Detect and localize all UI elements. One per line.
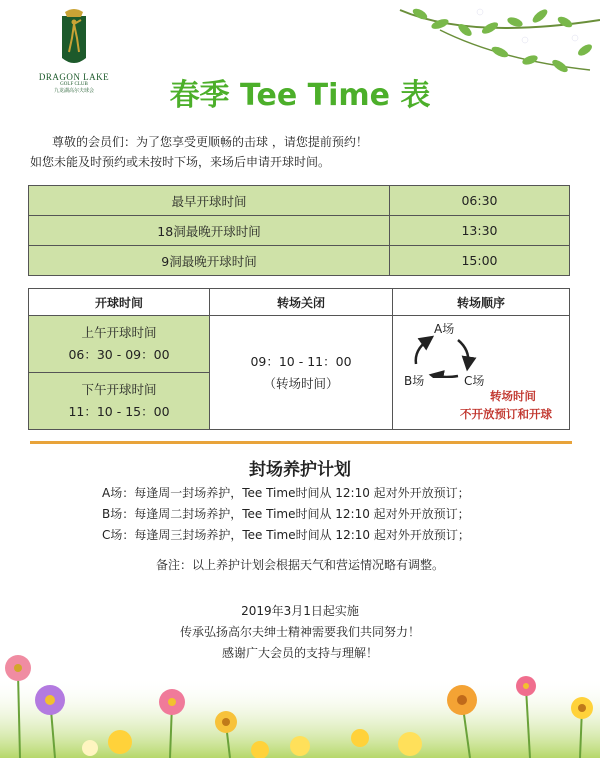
- footer-line-3: 感谢广大会员的支持与理解！: [221, 646, 378, 660]
- header-turn-close: 转场关闭: [210, 289, 393, 316]
- time-value: 06:30: [390, 186, 570, 216]
- close-note: （转场时间）: [263, 375, 339, 391]
- logo-cn: 九龙湖高尔夫球会: [53, 88, 94, 94]
- morning-label: 上午开球时间: [81, 325, 157, 340]
- turn-schedule-table: [28, 288, 570, 430]
- list-item: B场：每逢周二封场养护，Tee Time时间从 12:10 起对外开放预订；: [102, 507, 470, 521]
- page-title: 春季 Tee Time 表: [169, 78, 431, 113]
- cycle-label-b: B场: [404, 373, 425, 388]
- red-note-line1: 转场时间: [490, 388, 536, 403]
- flowers-decoration: [0, 638, 600, 758]
- tee-times-table: [28, 185, 570, 276]
- cycle-label-a: A场: [434, 321, 455, 336]
- maintenance-list: [102, 483, 470, 546]
- maintenance-title: 封场养护计划: [249, 460, 351, 480]
- cycle-arrows-icon: [408, 332, 486, 378]
- header-tee-time: 开球时间: [29, 289, 210, 316]
- section-divider: [30, 441, 572, 444]
- afternoon-time: 11：10 - 15：00: [68, 404, 170, 419]
- footer-line-1: 2019年3月1日起实施: [241, 604, 359, 618]
- logo-sub: GOLF CLUB: [60, 82, 88, 87]
- time-value: 13:30: [390, 216, 570, 246]
- time-label: 最早开球时间: [29, 186, 390, 216]
- table-header-row: [29, 289, 570, 316]
- footer-line-2: 传承弘扬高尔夫绅士精神需要我们共同努力！: [179, 625, 420, 639]
- list-item: C场：每逢周三封场养护，Tee Time时间从 12:10 起对外开放预订；: [102, 528, 470, 542]
- morning-time: 06：30 - 09：00: [68, 347, 170, 362]
- time-label: 18洞最晚开球时间: [29, 216, 390, 246]
- turn-order-cell: [393, 316, 570, 430]
- golfer-crest-icon: [59, 8, 89, 70]
- morning-cell: [29, 316, 210, 373]
- afternoon-cell: [29, 373, 210, 430]
- close-time: 09：10 - 11：00: [250, 353, 352, 369]
- time-value: 15:00: [390, 246, 570, 276]
- intro-line-1: 尊敬的会员们：为了您享受更顺畅的击球 ，请您提前预约！: [52, 135, 368, 149]
- cycle-label-c: C场: [464, 373, 485, 388]
- time-label: 9洞最晚开球时间: [29, 246, 390, 276]
- afternoon-label: 下午开球时间: [81, 382, 157, 397]
- maintenance-note: 备注：以上养护计划会根据天气和营运情况略有调整。: [155, 558, 444, 572]
- table-row: [29, 246, 570, 276]
- intro-text: [30, 132, 368, 172]
- header-turn-order: 转场顺序: [393, 289, 570, 316]
- red-note-line2: 不开放预订和开球: [460, 406, 552, 421]
- turn-close-cell: [210, 316, 393, 430]
- logo-brand: DRAGON LAKE: [38, 72, 110, 82]
- table-row: [29, 316, 570, 373]
- table-row: [29, 216, 570, 246]
- list-item: A场：每逢周一封场养护，Tee Time时间从 12:10 起对外开放预订；: [102, 486, 470, 500]
- intro-line-2: 如您未能及时预约或未按时下场，来场后申请开球时间。: [30, 155, 331, 169]
- turn-cycle-diagram: [394, 318, 568, 428]
- table-row: [29, 186, 570, 216]
